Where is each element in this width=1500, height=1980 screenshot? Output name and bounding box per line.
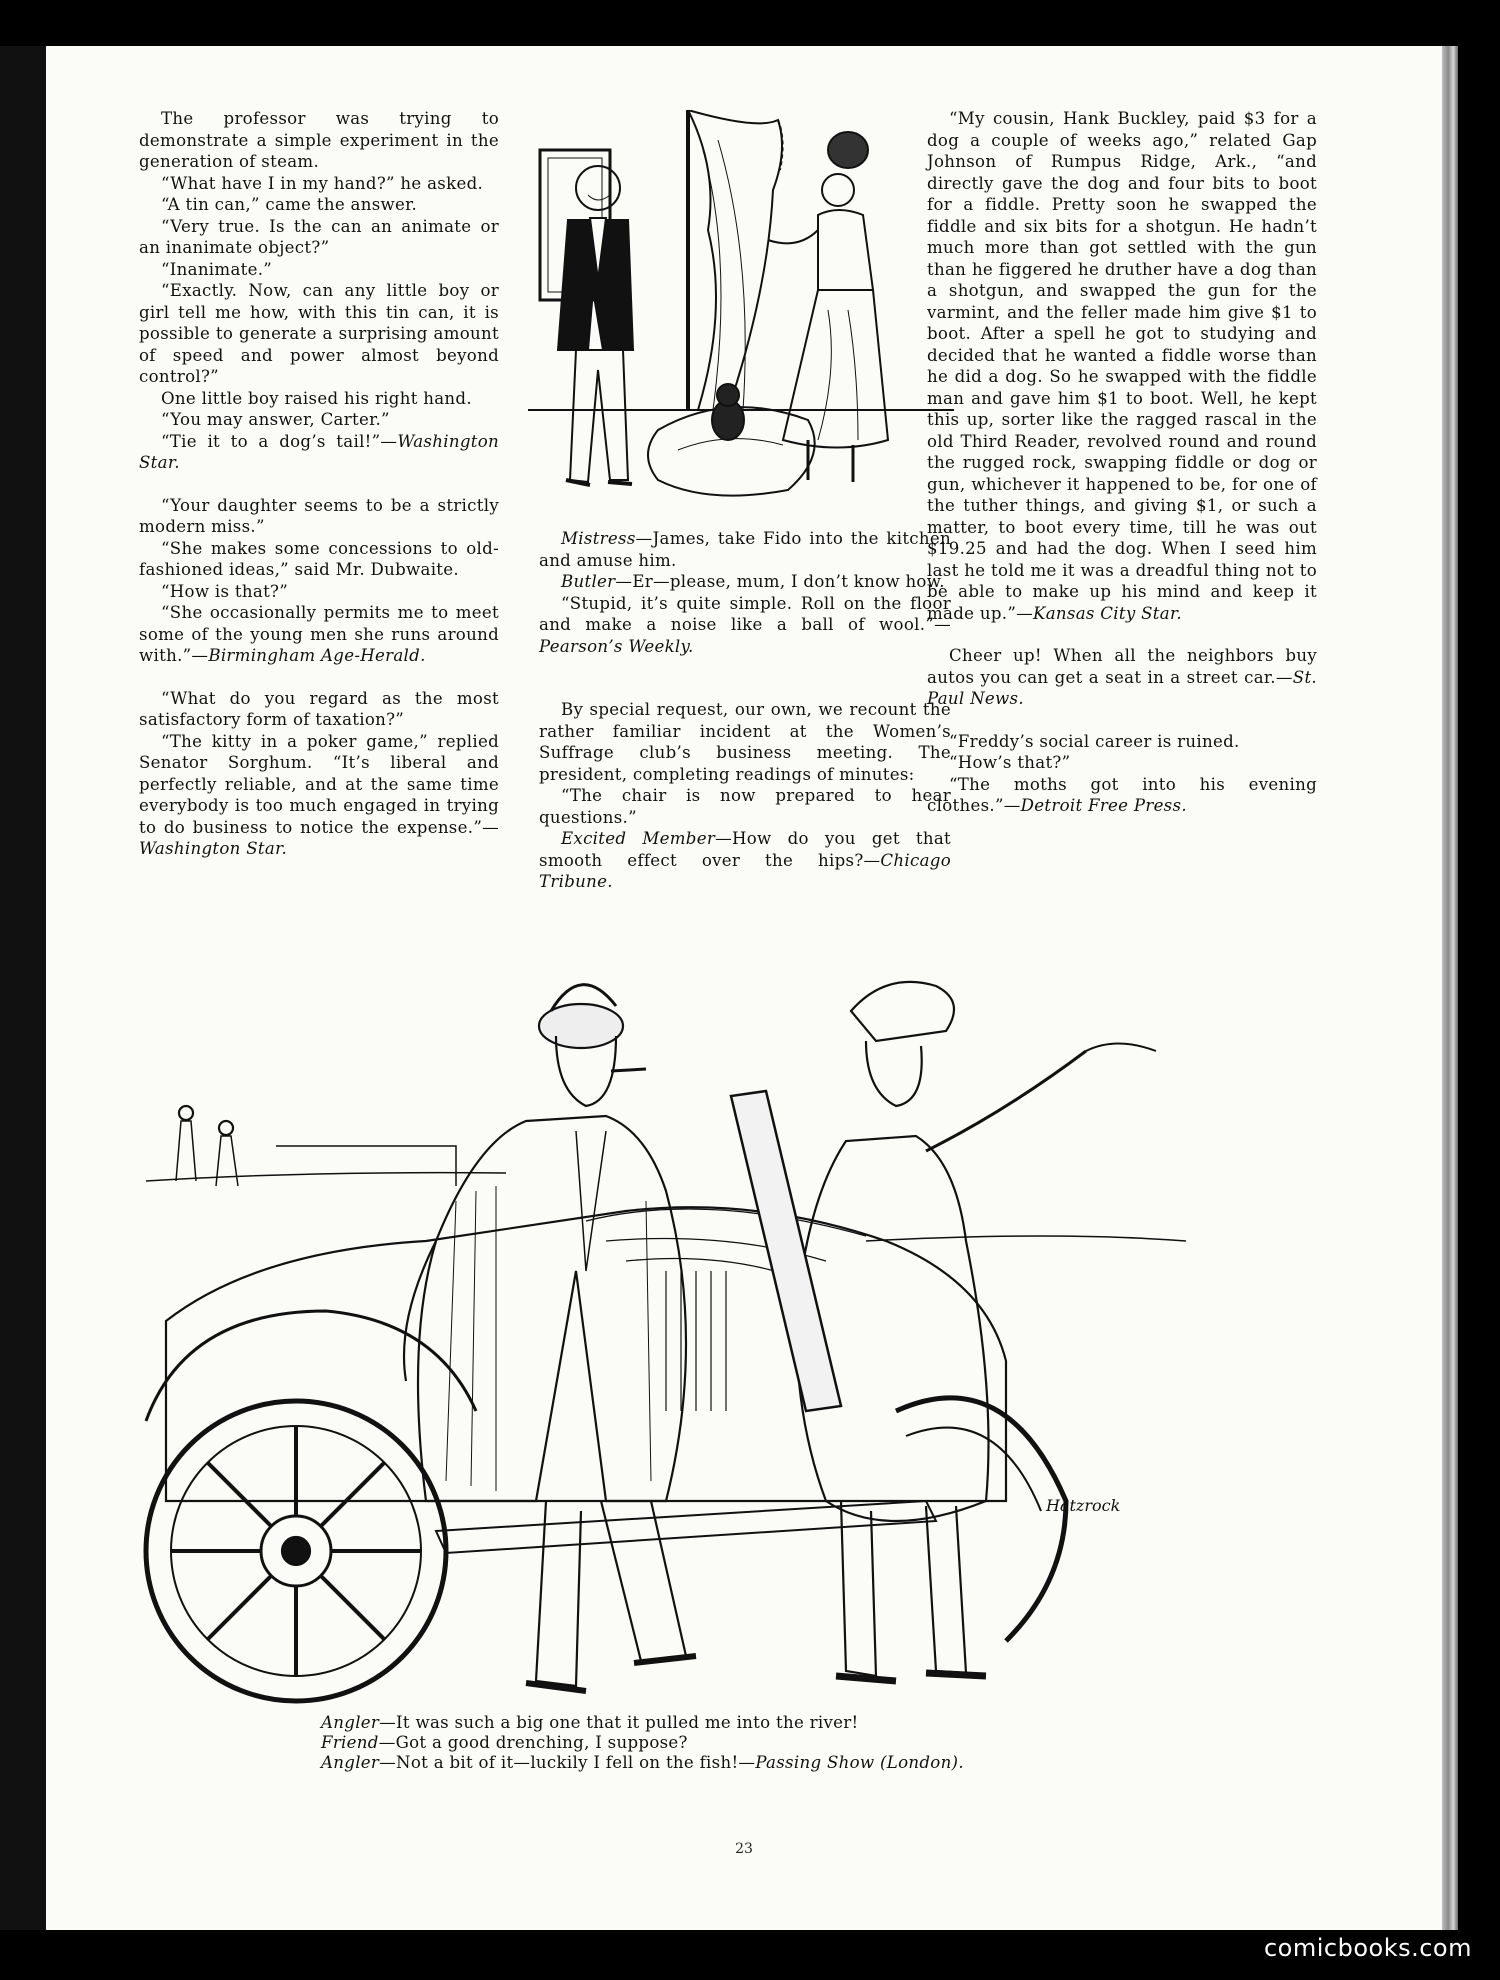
- column-left: [139, 108, 499, 860]
- paragraph: “A tin can,” came the answer.: [161, 195, 418, 214]
- column-middle: [539, 528, 951, 893]
- text: —Er—please, mum, I don’t know how.: [615, 572, 945, 591]
- text: —How do you get that smooth effect over the hips?—: [539, 829, 951, 870]
- text: —James, take Fido into the kitchen and amuse him.: [539, 529, 951, 570]
- text: “The kitty in a poker game,” replied Senator Sorghum. “It’s liberal and perfectly reliable, and at the same time everybody is too much engaged in trying to do business to notice the expense.”—: [139, 731, 499, 837]
- scan-left-edge: [0, 46, 46, 1930]
- watermark: comicbooks.com: [1263, 1934, 1472, 1962]
- paragraph: “How’s that?”: [949, 753, 1071, 772]
- paragraph: [927, 774, 1317, 817]
- speaker: Mistress: [561, 529, 636, 548]
- text: “My cousin, Hank Buckley, paid $3 for a dog a couple of weeks ago,” related Gap Johnson of Rumpus Ridge, Ark., “and directly gave the dog and four bits to boot for a fiddle. Pretty soon he swapped the fiddle and six bits for a shotgun. He hadn’t much more than got settled with the gun than he figgered he druther have a dog than a shotgun, and swapped the gun for the varmint, and the feller made him give $1 to boot. After a spell he got to studying and decided that he wanted a fiddle worse than he did a dog. So he swapped with the fiddle man and gave him $1 to boot. Well, he kept this up, sorter like the ragged rascal in the old Third Reader, revolved round and round the rugged rock, swapping fiddle or dog or gun, whichever it happened to be, for one of the tuther things, and giving $1, or such a matter, to boot every time, till he was out $19.25 and had the dog. When I seed him last he told me it was a dreadful thing not to be able to make up his mind and keep it made up.”—: [927, 109, 1317, 623]
- cartoon-caption-line: [539, 571, 951, 593]
- speaker: Butler: [561, 572, 616, 591]
- caption-line: [321, 1713, 1221, 1733]
- text: “She occasionally permits me to meet some of the young men she runs around with.”—: [139, 603, 499, 665]
- paragraph: [539, 828, 951, 893]
- paragraph: “How is that?”: [161, 581, 289, 601]
- source-credit: Detroit Free Press.: [1020, 796, 1187, 815]
- paragraph: [927, 645, 1317, 710]
- angler-car-cartoon-illustration: [106, 941, 1276, 1721]
- column-right: [927, 108, 1317, 817]
- source-credit: Pearson’s Weekly.: [539, 636, 694, 656]
- text: “The moths got into his evening clothes.”—: [927, 774, 1317, 815]
- paragraph: “What do you regard as the most satisfactory form of taxation?”: [139, 688, 499, 729]
- page-edge-shadow: [1442, 46, 1458, 1930]
- speaker: Friend: [321, 1733, 379, 1752]
- bottom-cartoon-caption: [321, 1713, 1221, 1773]
- cartoon-caption-line: [539, 593, 951, 658]
- source-credit: St. Paul News.: [927, 667, 1317, 708]
- text: Cheer up! When all the neighbors buy autos you can get a seat in a street car.—: [927, 646, 1317, 687]
- text: —It was such a big one that it pulled me into the river!: [379, 1713, 859, 1732]
- paragraph: “Freddy’s social career is ruined.: [949, 731, 1240, 751]
- source-credit: Chicago Tribune.: [539, 850, 951, 891]
- paragraph: “Inanimate.”: [161, 259, 273, 279]
- cartoon-caption-line: [539, 528, 951, 571]
- text: “Stupid, it’s quite simple. Roll on the floor and make a noise like a ball of wool.”—: [539, 593, 951, 634]
- paragraph: [927, 108, 1317, 624]
- paragraph: “She makes some concessions to old-fashioned ideas,” said Mr. Dubwaite.: [139, 538, 499, 579]
- source-credit: Washington Star.: [139, 431, 499, 472]
- paragraph: [139, 731, 499, 860]
- paragraph: [139, 602, 499, 667]
- paragraph: “What have I in my hand?” he asked.: [161, 173, 484, 193]
- speaker: Angler: [321, 1753, 380, 1772]
- artist-signature: Hatzrock: [1046, 1496, 1121, 1515]
- paragraph: “Exactly. Now, can any little boy or girl tell me how, with this tin can, it is possible to generate a surprising amount of speed and power almost beyond control?”: [139, 281, 499, 386]
- caption-line: [321, 1733, 1221, 1753]
- caption-line: [321, 1753, 1221, 1773]
- paragraph: By special request, our own, we recount the rather familiar incident at the Women’s Suffrage club’s business meeting. The president, completing readings of minutes:: [539, 700, 951, 784]
- paragraph: “Very true. Is the can an animate or an inanimate object?”: [139, 216, 499, 257]
- paragraph: “The chair is now prepared to hear questions.”: [539, 786, 951, 827]
- speaker: Angler: [321, 1713, 380, 1732]
- source-credit: Kansas City Star.: [1033, 603, 1182, 623]
- source-credit: Passing Show (London).: [755, 1753, 964, 1772]
- paragraph: “You may answer, Carter.”: [161, 410, 390, 429]
- text: “Tie it to a dog’s tail!”—: [161, 431, 398, 451]
- text: —Not a bit of it—luckily I fell on the fish!—: [379, 1753, 756, 1772]
- paragraph: “Your daughter seems to be a strictly modern miss.”: [139, 495, 499, 536]
- paragraph: [139, 431, 499, 474]
- speaker: Excited Member: [561, 829, 716, 848]
- text: —Got a good drenching, I suppose?: [378, 1733, 688, 1752]
- source-credit: Washington Star.: [139, 839, 288, 858]
- magazine-page: [46, 46, 1442, 1930]
- butler-cartoon-illustration: [528, 110, 954, 512]
- paragraph: One little boy raised his right hand.: [161, 388, 472, 408]
- source-credit: Birmingham Age-Herald.: [208, 646, 426, 665]
- page-number: 23: [735, 1841, 753, 1857]
- paragraph: The professor was trying to demonstrate a simple experiment in the generation of steam.: [139, 109, 499, 171]
